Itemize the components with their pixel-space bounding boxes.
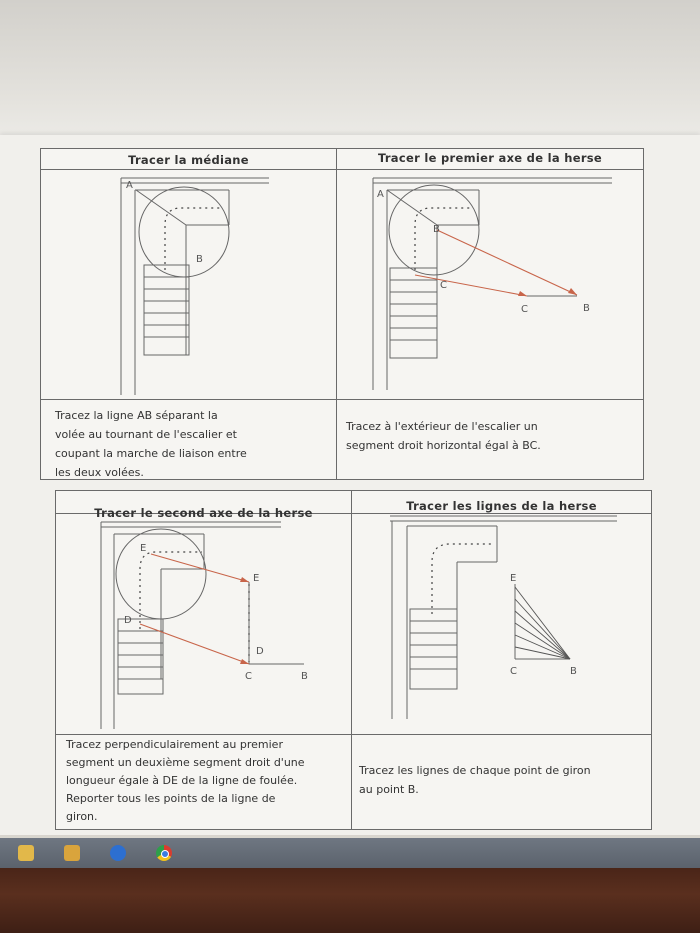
label-e: E — [510, 573, 517, 584]
media-player-icon[interactable] — [110, 845, 126, 861]
label-b: B — [433, 224, 440, 235]
top-table — [40, 148, 644, 480]
file-explorer-icon[interactable] — [18, 845, 34, 861]
panel-title-mediane: Tracer la médiane — [128, 153, 249, 167]
drawing-lignes-herse — [352, 514, 651, 734]
label-b-second: B — [583, 303, 590, 314]
panel-title-lignes-herse: Tracer les lignes de la herse — [406, 499, 597, 513]
label-a: A — [377, 189, 384, 200]
label-e: E — [140, 543, 147, 554]
bottom-table — [55, 490, 652, 830]
drawing-mediane — [41, 170, 336, 398]
label-c-second: C — [521, 304, 528, 315]
label-c: C — [510, 666, 517, 677]
caption-lignes-herse: Tracez les lignes de chaque point de giron au point B. — [359, 764, 591, 796]
label-d: D — [124, 615, 132, 626]
label-b: B — [301, 671, 308, 682]
panel-title-premier-axe: Tracer le premier axe de la herse — [377, 151, 603, 165]
label-c: C — [245, 671, 252, 682]
chrome-icon[interactable] — [156, 845, 172, 861]
drawing-second-axe — [56, 514, 351, 734]
label-b: B — [570, 666, 577, 677]
panel-title-second-axe: Tracer le second axe de la herse — [94, 506, 313, 520]
label-a: A — [126, 180, 133, 191]
caption-mediane: Tracez la ligne AB séparant la volée au tournant de l'escalier et coupant la marche de liaison entre les deux volées. — [55, 409, 247, 479]
document-page — [0, 135, 700, 835]
caption-second-axe: Tracez perpendiculairement au premier segment un deuxième segment droit d'une longueur égale à DE de la ligne de foulée. Reporter tous les points de la ligne de giron. — [66, 738, 305, 823]
desk-surface — [0, 868, 700, 933]
caption-premier-axe: Tracez à l'extérieur de l'escalier un segment droit horizontal égal à BC. — [346, 420, 541, 452]
drawing-premier-axe — [337, 170, 643, 398]
label-b: B — [196, 254, 203, 265]
label-d-second: D — [256, 646, 264, 657]
label-e-second: E — [253, 573, 260, 584]
label-c: C — [440, 280, 447, 291]
folder-icon[interactable] — [64, 845, 80, 861]
background-wall — [0, 0, 700, 140]
taskbar — [0, 838, 700, 868]
